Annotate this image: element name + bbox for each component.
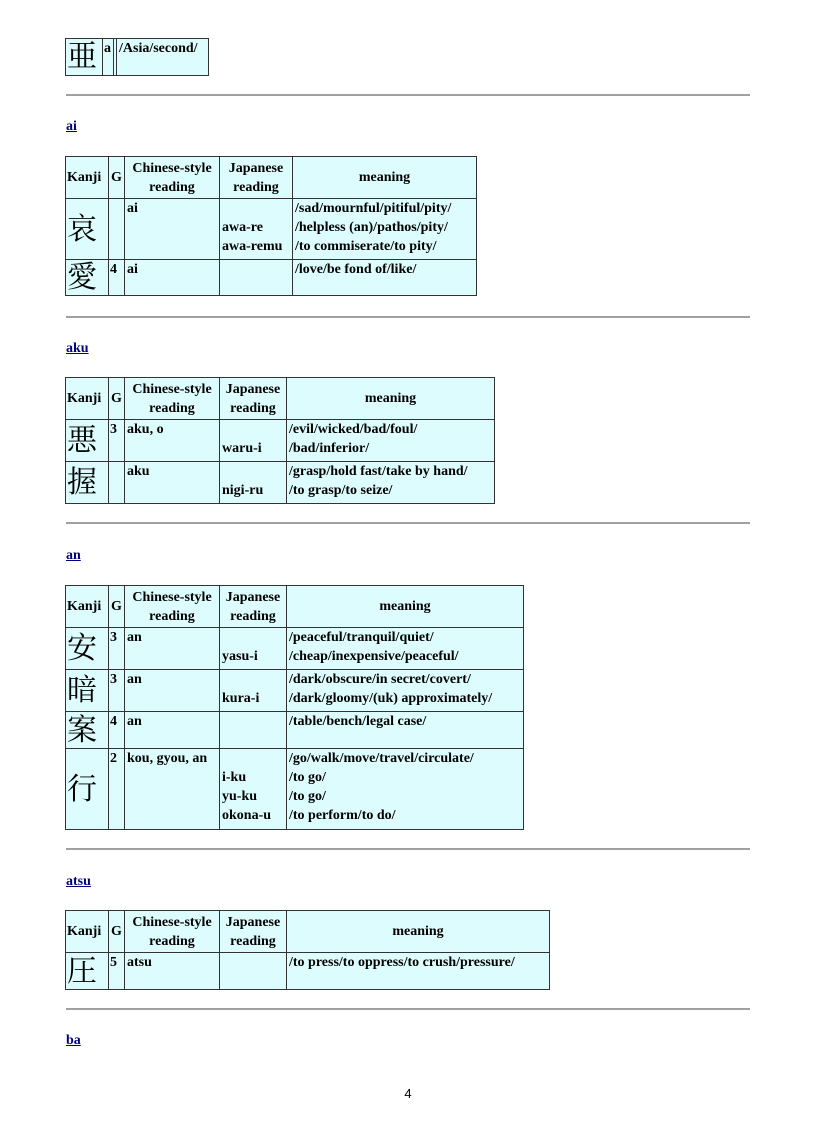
meaning-cell: /go/walk/move/travel/circulate/ /to go/ /to go/ /to perform/to do/ [287,749,524,830]
header-chinese-reading: Chinese-style reading [125,378,220,420]
header-row [66,586,524,628]
section-link-an[interactable]: an [66,548,81,563]
meaning-cell: /evil/wicked/bad/foul/ /bad/inferior/ [287,420,495,462]
section-link-aku[interactable]: aku [66,341,89,356]
grade-cell [109,462,125,504]
section-divider [66,1008,750,1010]
table-row [66,749,524,830]
header-japanese-reading: Japanese reading [220,586,287,628]
chinese-reading-cell: ai [125,199,220,260]
japanese-reading-cell [220,953,287,990]
header-grade: G [109,378,125,420]
section-divider [66,522,750,524]
section-divider [66,848,750,850]
header-meaning: meaning [287,911,550,953]
chinese-reading-cell: an [125,712,220,749]
header-grade: G [109,586,125,628]
kanji-table-atsu [65,910,550,990]
header-kanji: Kanji [66,911,109,953]
meaning-cell: /to press/to oppress/to crush/pressure/ [287,953,550,990]
header-meaning: meaning [287,586,524,628]
kanji-cell: 哀 [66,199,109,260]
grade-cell: 3 [109,420,125,462]
meaning-cell: /table/bench/legal case/ [287,712,524,749]
kanji-cell: 暗 [66,670,109,712]
japanese-reading-cell: waru-i [220,420,287,462]
header-row [66,157,477,199]
chinese-reading-cell: aku, o [125,420,220,462]
section-link-atsu[interactable]: atsu [66,874,91,889]
grade-cell: 2 [109,749,125,830]
header-grade: G [109,911,125,953]
kanji-table-ai [65,156,477,296]
kanji-cell: 圧 [66,953,109,990]
japanese-reading-cell [220,260,293,296]
table-row [66,420,495,462]
chinese-reading-cell: atsu [125,953,220,990]
header-japanese-reading: Japanese reading [220,911,287,953]
table-row [66,39,209,76]
table-row [66,628,524,670]
table-row [66,712,524,749]
grade-cell [109,199,125,260]
grade-cell: 3 [109,670,125,712]
header-grade: G [109,157,125,199]
header-meaning: meaning [287,378,495,420]
header-kanji: Kanji [66,157,109,199]
japanese-reading-cell: kura-i [220,670,287,712]
header-japanese-reading: Japanese reading [220,157,293,199]
meaning-cell: /grasp/hold fast/take by hand/ /to grasp/to seize/ [287,462,495,504]
japanese-reading-cell: i-ku yu-ku okona-u [220,749,287,830]
grade-cell: 4 [109,260,125,296]
kanji-cell: 安 [66,628,109,670]
section-divider [66,316,750,318]
kanji-cell: 握 [66,462,109,504]
japanese-reading-cell: nigi-ru [220,462,287,504]
kanji-cell: 悪 [66,420,109,462]
grade-cell: a [103,39,114,76]
chinese-reading-cell: an [125,628,220,670]
meaning-cell: /peaceful/tranquil/quiet/ /cheap/inexpensive/peaceful/ [287,628,524,670]
header-kanji: Kanji [66,586,109,628]
header-row [66,911,550,953]
kanji-cell: 案 [66,712,109,749]
chinese-reading-cell: an [125,670,220,712]
section-divider [66,94,750,96]
chinese-reading-cell: kou, gyou, an [125,749,220,830]
header-kanji: Kanji [66,378,109,420]
meaning-cell: /sad/mournful/pitiful/pity/ /helpless (an)/pathos/pity/ /to commiserate/to pity/ [293,199,477,260]
table-row [66,953,550,990]
section-link-ai[interactable]: ai [66,119,77,134]
meaning-cell: /love/be fond of/like/ [293,260,477,296]
kanji-table-an [65,585,524,830]
grade-cell: 5 [109,953,125,990]
kanji-cell: 亜 [66,39,103,76]
header-chinese-reading: Chinese-style reading [125,586,220,628]
header-chinese-reading: Chinese-style reading [125,911,220,953]
grade-cell: 3 [109,628,125,670]
meaning-cell: /dark/obscure/in secret/covert/ /dark/gloomy/(uk) approximately/ [287,670,524,712]
header-chinese-reading: Chinese-style reading [125,157,220,199]
chinese-reading-cell: ai [125,260,220,296]
header-japanese-reading: Japanese reading [220,378,287,420]
kanji-table-aku [65,377,495,504]
meaning-cell: /Asia/second/ [117,39,209,76]
kanji-cell: 行 [66,749,109,830]
chinese-reading-cell: aku [125,462,220,504]
table-row [66,199,477,260]
japanese-reading-cell: yasu-i [220,628,287,670]
page-number: 4 [404,1086,412,1101]
header-meaning: meaning [293,157,477,199]
table-row [66,462,495,504]
table-row [66,260,477,296]
japanese-reading-cell [220,712,287,749]
table-row [66,670,524,712]
header-row [66,378,495,420]
section-link-ba[interactable]: ba [66,1033,81,1048]
kanji-table-top [65,38,209,76]
japanese-reading-cell: awa-re awa-remu [220,199,293,260]
kanji-cell: 愛 [66,260,109,296]
grade-cell: 4 [109,712,125,749]
